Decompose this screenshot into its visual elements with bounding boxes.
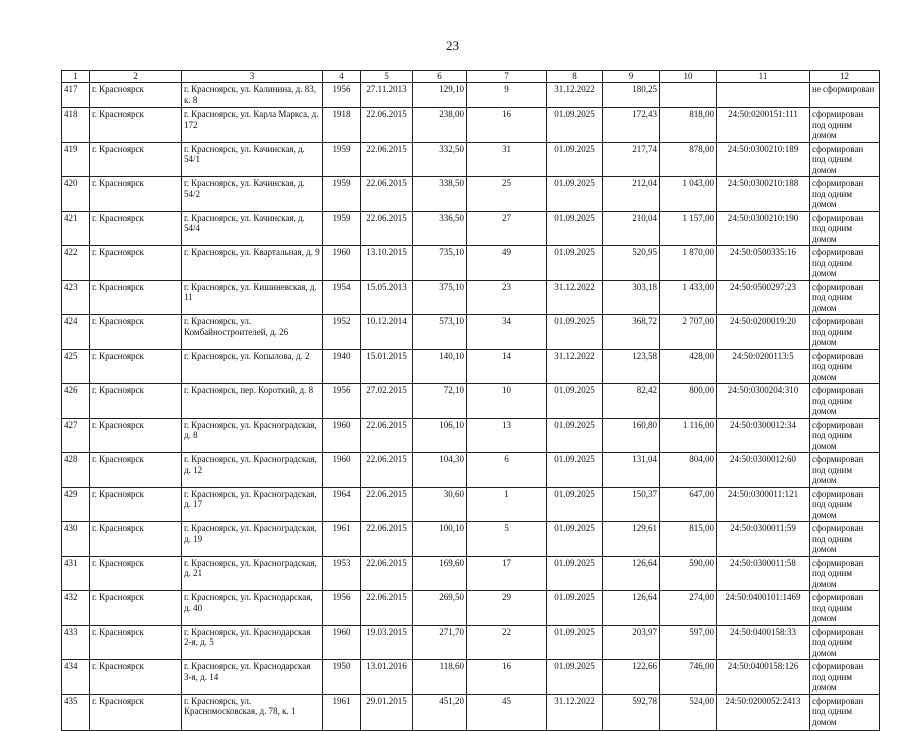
land-area-cell: 878,00: [660, 142, 717, 177]
land-area-cell: 815,00: [660, 522, 717, 557]
address-cell: г. Красноярск, ул. Качинская, д. 54/4: [182, 211, 323, 246]
row-number-cell: 432: [62, 591, 90, 626]
table-row: [62, 418, 880, 453]
locality-cell: г. Красноярск: [90, 142, 182, 177]
year-built-cell: 1959: [323, 142, 361, 177]
status-cell: сформирован под одним домом: [810, 315, 880, 350]
land-area-cell: 647,00: [660, 487, 717, 522]
year-built-cell: 1956: [323, 591, 361, 626]
row-number-cell: 427: [62, 418, 90, 453]
land-area-cell: 2 707,00: [660, 315, 717, 350]
address-cell: г. Красноярск, ул. Качинская, д. 54/1: [182, 142, 323, 177]
residents-cell: 16: [467, 660, 547, 695]
status-cell: сформирован под одним домом: [810, 660, 880, 695]
cadastral-number-cell: 24:50:0500297:23: [717, 280, 810, 315]
area-cell: 735,10: [413, 246, 467, 281]
locality-cell: г. Красноярск: [90, 556, 182, 591]
residents-cell: 5: [467, 522, 547, 557]
area-2-cell: 150,37: [603, 487, 660, 522]
address-cell: г. Красноярск, ул. Калинина, д. 83, к. 8: [182, 83, 323, 108]
column-header-6: 6: [413, 71, 467, 83]
year-built-cell: 1961: [323, 522, 361, 557]
row-number-cell: 420: [62, 177, 90, 212]
deadline-cell: 01.09.2025: [547, 177, 603, 212]
deadline-cell: 01.09.2025: [547, 522, 603, 557]
table-row: [62, 142, 880, 177]
table-row: [62, 591, 880, 626]
row-number-cell: 434: [62, 660, 90, 695]
date-cell: 22.06.2015: [361, 418, 413, 453]
year-built-cell: 1953: [323, 556, 361, 591]
locality-cell: г. Красноярск: [90, 246, 182, 281]
locality-cell: г. Красноярск: [90, 108, 182, 143]
residents-cell: 17: [467, 556, 547, 591]
area-2-cell: 520,95: [603, 246, 660, 281]
table-row: [62, 453, 880, 488]
area-cell: 30,60: [413, 487, 467, 522]
date-cell: 27.02.2015: [361, 384, 413, 419]
locality-cell: г. Красноярск: [90, 418, 182, 453]
table-row: [62, 349, 880, 384]
cadastral-number-cell: 24:50:0300204:310: [717, 384, 810, 419]
deadline-cell: 01.09.2025: [547, 453, 603, 488]
date-cell: 15.05.2013: [361, 280, 413, 315]
table-row: [62, 522, 880, 557]
address-cell: г. Красноярск, ул. Комбайностроителей, д. 26: [182, 315, 323, 350]
locality-cell: г. Красноярск: [90, 177, 182, 212]
address-cell: г. Красноярск, ул. Краснодарская, д. 40: [182, 591, 323, 626]
area-cell: 332,50: [413, 142, 467, 177]
residents-cell: 9: [467, 83, 547, 108]
locality-cell: г. Красноярск: [90, 315, 182, 350]
status-cell: сформирован под одним домом: [810, 591, 880, 626]
address-cell: г. Красноярск, ул. Красноградская, д. 8: [182, 418, 323, 453]
row-number-cell: 424: [62, 315, 90, 350]
deadline-cell: 01.09.2025: [547, 211, 603, 246]
row-number-cell: 425: [62, 349, 90, 384]
deadline-cell: 01.09.2025: [547, 315, 603, 350]
date-cell: 22.06.2015: [361, 453, 413, 488]
date-cell: 22.06.2015: [361, 522, 413, 557]
area-cell: 375,10: [413, 280, 467, 315]
date-cell: 15.01.2015: [361, 349, 413, 384]
column-header-4: 4: [323, 71, 361, 83]
area-cell: 238,00: [413, 108, 467, 143]
year-built-cell: 1964: [323, 487, 361, 522]
year-built-cell: 1960: [323, 625, 361, 660]
address-cell: г. Красноярск, ул. Краснодарская 3-я, д. 14: [182, 660, 323, 695]
year-built-cell: 1956: [323, 384, 361, 419]
deadline-cell: 01.09.2025: [547, 660, 603, 695]
area-2-cell: 203,97: [603, 625, 660, 660]
address-cell: г. Красноярск, ул. Карла Маркса, д. 172: [182, 108, 323, 143]
residents-cell: 34: [467, 315, 547, 350]
land-area-cell: 804,00: [660, 453, 717, 488]
deadline-cell: 31.12.2022: [547, 280, 603, 315]
row-number-cell: 429: [62, 487, 90, 522]
cadastral-number-cell: 24:50:0400158:33: [717, 625, 810, 660]
row-number-cell: 428: [62, 453, 90, 488]
area-2-cell: 172,43: [603, 108, 660, 143]
status-cell: сформирован под одним домом: [810, 177, 880, 212]
area-2-cell: 129,61: [603, 522, 660, 557]
deadline-cell: 31.12.2022: [547, 83, 603, 108]
address-cell: г. Красноярск, ул. Красноградская, д. 21: [182, 556, 323, 591]
table-row: [62, 315, 880, 350]
table-row: [62, 694, 880, 730]
status-cell: сформирован под одним домом: [810, 246, 880, 281]
housing-register-table: [61, 70, 880, 731]
area-cell: 271,70: [413, 625, 467, 660]
status-cell: сформирован под одним домом: [810, 280, 880, 315]
year-built-cell: 1954: [323, 280, 361, 315]
locality-cell: г. Красноярск: [90, 211, 182, 246]
cadastral-number-cell: 24:50:0200019:20: [717, 315, 810, 350]
date-cell: 22.06.2015: [361, 487, 413, 522]
deadline-cell: 01.09.2025: [547, 384, 603, 419]
address-cell: г. Красноярск, ул. Красноградская, д. 12: [182, 453, 323, 488]
address-cell: г. Красноярск, ул. Кишиневская, д. 11: [182, 280, 323, 315]
cadastral-number-cell: 24:50:0200052:2413: [717, 694, 810, 730]
date-cell: 13.01.2016: [361, 660, 413, 695]
status-cell: не сформирован: [810, 83, 880, 108]
status-cell: сформирован под одним домом: [810, 694, 880, 730]
row-number-cell: 418: [62, 108, 90, 143]
area-2-cell: 123,58: [603, 349, 660, 384]
table-row: [62, 246, 880, 281]
date-cell: 22.06.2015: [361, 211, 413, 246]
locality-cell: г. Красноярск: [90, 453, 182, 488]
land-area-cell: 1 043,00: [660, 177, 717, 212]
year-built-cell: 1918: [323, 108, 361, 143]
status-cell: сформирован под одним домом: [810, 625, 880, 660]
row-number-cell: 433: [62, 625, 90, 660]
status-cell: сформирован под одним домом: [810, 349, 880, 384]
column-header-1: 1: [62, 71, 90, 83]
residents-cell: 16: [467, 108, 547, 143]
date-cell: 22.06.2015: [361, 108, 413, 143]
column-header-12: 12: [810, 71, 880, 83]
deadline-cell: 01.09.2025: [547, 625, 603, 660]
land-area-cell: 1 116,00: [660, 418, 717, 453]
column-header-11: 11: [717, 71, 810, 83]
area-cell: 169,60: [413, 556, 467, 591]
area-2-cell: 180,25: [603, 83, 660, 108]
residents-cell: 23: [467, 280, 547, 315]
residents-cell: 29: [467, 591, 547, 626]
status-cell: сформирован под одним домом: [810, 556, 880, 591]
date-cell: 19.03.2015: [361, 625, 413, 660]
cadastral-number-cell: 24:50:0500335:16: [717, 246, 810, 281]
area-2-cell: 217,74: [603, 142, 660, 177]
land-area-cell: 1 433,00: [660, 280, 717, 315]
residents-cell: 25: [467, 177, 547, 212]
table-row: [62, 108, 880, 143]
column-header-7: 7: [467, 71, 547, 83]
area-cell: 118,60: [413, 660, 467, 695]
land-area-cell: 818,00: [660, 108, 717, 143]
cadastral-number-cell: 24:50:0300210:190: [717, 211, 810, 246]
deadline-cell: 01.09.2025: [547, 591, 603, 626]
table-row: [62, 177, 880, 212]
table-row: [62, 487, 880, 522]
table-row: [62, 83, 880, 108]
area-2-cell: 592,78: [603, 694, 660, 730]
area-2-cell: 303,18: [603, 280, 660, 315]
area-cell: 129,10: [413, 83, 467, 108]
cadastral-number-cell: 24:50:0300210:189: [717, 142, 810, 177]
cadastral-number-cell: [717, 83, 810, 108]
row-number-cell: 431: [62, 556, 90, 591]
area-cell: 573,10: [413, 315, 467, 350]
area-2-cell: 131,04: [603, 453, 660, 488]
row-number-cell: 419: [62, 142, 90, 177]
cadastral-number-cell: 24:50:0200113:5: [717, 349, 810, 384]
date-cell: 22.06.2015: [361, 556, 413, 591]
cadastral-number-cell: 24:50:0300012:60: [717, 453, 810, 488]
area-cell: 140,10: [413, 349, 467, 384]
date-cell: 27.11.2013: [361, 83, 413, 108]
land-area-cell: 800,00: [660, 384, 717, 419]
locality-cell: г. Красноярск: [90, 522, 182, 557]
year-built-cell: 1952: [323, 315, 361, 350]
residents-cell: 6: [467, 453, 547, 488]
deadline-cell: 31.12.2022: [547, 349, 603, 384]
cadastral-number-cell: 24:50:0400101:1469: [717, 591, 810, 626]
deadline-cell: 01.09.2025: [547, 246, 603, 281]
residents-cell: 27: [467, 211, 547, 246]
column-header-9: 9: [603, 71, 660, 83]
page-number: 23: [446, 38, 459, 53]
year-built-cell: 1960: [323, 453, 361, 488]
cadastral-number-cell: 24:50:0300012:34: [717, 418, 810, 453]
year-built-cell: 1956: [323, 83, 361, 108]
year-built-cell: 1940: [323, 349, 361, 384]
deadline-cell: 01.09.2025: [547, 556, 603, 591]
date-cell: 22.06.2015: [361, 177, 413, 212]
land-area-cell: 274,00: [660, 591, 717, 626]
locality-cell: г. Красноярск: [90, 280, 182, 315]
address-cell: г. Красноярск, ул. Краснодарская 2-я, д. 5: [182, 625, 323, 660]
area-2-cell: 82,42: [603, 384, 660, 419]
area-cell: 269,50: [413, 591, 467, 626]
year-built-cell: 1959: [323, 177, 361, 212]
year-built-cell: 1950: [323, 660, 361, 695]
status-cell: сформирован под одним домом: [810, 522, 880, 557]
locality-cell: г. Красноярск: [90, 625, 182, 660]
table-row: [62, 625, 880, 660]
table-row: [62, 660, 880, 695]
locality-cell: г. Красноярск: [90, 591, 182, 626]
land-area-cell: 590,00: [660, 556, 717, 591]
area-2-cell: 122,66: [603, 660, 660, 695]
year-built-cell: 1959: [323, 211, 361, 246]
date-cell: 10.12.2014: [361, 315, 413, 350]
date-cell: 13.10.2015: [361, 246, 413, 281]
row-number-cell: 422: [62, 246, 90, 281]
deadline-cell: 01.09.2025: [547, 108, 603, 143]
table-row: [62, 556, 880, 591]
row-number-cell: 423: [62, 280, 90, 315]
land-area-cell: 1 157,00: [660, 211, 717, 246]
row-number-cell: 417: [62, 83, 90, 108]
cadastral-number-cell: 24:50:0200151:111: [717, 108, 810, 143]
row-number-cell: 426: [62, 384, 90, 419]
date-cell: 22.06.2015: [361, 591, 413, 626]
header-row: [62, 71, 880, 83]
status-cell: сформирован под одним домом: [810, 453, 880, 488]
residents-cell: 13: [467, 418, 547, 453]
year-built-cell: 1960: [323, 418, 361, 453]
status-cell: сформирован под одним домом: [810, 108, 880, 143]
row-number-cell: 421: [62, 211, 90, 246]
year-built-cell: 1960: [323, 246, 361, 281]
cadastral-number-cell: 24:50:0300011:59: [717, 522, 810, 557]
cadastral-number-cell: 24:50:0300011:58: [717, 556, 810, 591]
date-cell: 29.01.2015: [361, 694, 413, 730]
area-2-cell: 368,72: [603, 315, 660, 350]
status-cell: сформирован под одним домом: [810, 487, 880, 522]
area-cell: 338,50: [413, 177, 467, 212]
date-cell: 22.06.2015: [361, 142, 413, 177]
status-cell: сформирован под одним домом: [810, 142, 880, 177]
land-area-cell: [660, 83, 717, 108]
residents-cell: 10: [467, 384, 547, 419]
deadline-cell: 31.12.2022: [547, 694, 603, 730]
area-cell: 106,10: [413, 418, 467, 453]
cadastral-number-cell: 24:50:0400158:126: [717, 660, 810, 695]
address-cell: г. Красноярск, ул. Красноградская, д. 17: [182, 487, 323, 522]
column-header-2: 2: [90, 71, 182, 83]
column-header-10: 10: [660, 71, 717, 83]
deadline-cell: 01.09.2025: [547, 142, 603, 177]
address-cell: г. Красноярск, ул. Красномосковская, д. 78, к. 1: [182, 694, 323, 730]
land-area-cell: 1 870,00: [660, 246, 717, 281]
locality-cell: г. Красноярск: [90, 487, 182, 522]
land-area-cell: 746,00: [660, 660, 717, 695]
status-cell: сформирован под одним домом: [810, 211, 880, 246]
land-area-cell: 597,00: [660, 625, 717, 660]
locality-cell: г. Красноярск: [90, 384, 182, 419]
cadastral-number-cell: 24:50:0300011:121: [717, 487, 810, 522]
address-cell: г. Красноярск, ул. Качинская, д. 54/2: [182, 177, 323, 212]
column-header-8: 8: [547, 71, 603, 83]
address-cell: г. Красноярск, ул. Квартальная, д. 9: [182, 246, 323, 281]
cadastral-number-cell: 24:50:0300210:188: [717, 177, 810, 212]
residents-cell: 49: [467, 246, 547, 281]
area-2-cell: 210,04: [603, 211, 660, 246]
residents-cell: 31: [467, 142, 547, 177]
row-number-cell: 430: [62, 522, 90, 557]
locality-cell: г. Красноярск: [90, 83, 182, 108]
residents-cell: 1: [467, 487, 547, 522]
locality-cell: г. Красноярск: [90, 660, 182, 695]
area-cell: 104,30: [413, 453, 467, 488]
area-cell: 336,50: [413, 211, 467, 246]
deadline-cell: 01.09.2025: [547, 487, 603, 522]
year-built-cell: 1961: [323, 694, 361, 730]
address-cell: г. Красноярск, ул. Копылова, д. 2: [182, 349, 323, 384]
table-row: [62, 280, 880, 315]
area-2-cell: 126,64: [603, 591, 660, 626]
area-2-cell: 160,80: [603, 418, 660, 453]
address-cell: г. Красноярск, ул. Красноградская, д. 19: [182, 522, 323, 557]
status-cell: сформирован под одним домом: [810, 418, 880, 453]
deadline-cell: 01.09.2025: [547, 418, 603, 453]
area-cell: 72,10: [413, 384, 467, 419]
area-cell: 100,10: [413, 522, 467, 557]
land-area-cell: 524,00: [660, 694, 717, 730]
status-cell: сформирован под одним домом: [810, 384, 880, 419]
column-header-3: 3: [182, 71, 323, 83]
locality-cell: г. Красноярск: [90, 694, 182, 730]
table-row: [62, 384, 880, 419]
land-area-cell: 428,00: [660, 349, 717, 384]
residents-cell: 22: [467, 625, 547, 660]
area-2-cell: 126,64: [603, 556, 660, 591]
locality-cell: г. Красноярск: [90, 349, 182, 384]
column-header-5: 5: [361, 71, 413, 83]
residents-cell: 45: [467, 694, 547, 730]
area-2-cell: 212,04: [603, 177, 660, 212]
table-row: [62, 211, 880, 246]
residents-cell: 14: [467, 349, 547, 384]
area-cell: 451,20: [413, 694, 467, 730]
row-number-cell: 435: [62, 694, 90, 730]
address-cell: г. Красноярск, пер. Короткий, д. 8: [182, 384, 323, 419]
